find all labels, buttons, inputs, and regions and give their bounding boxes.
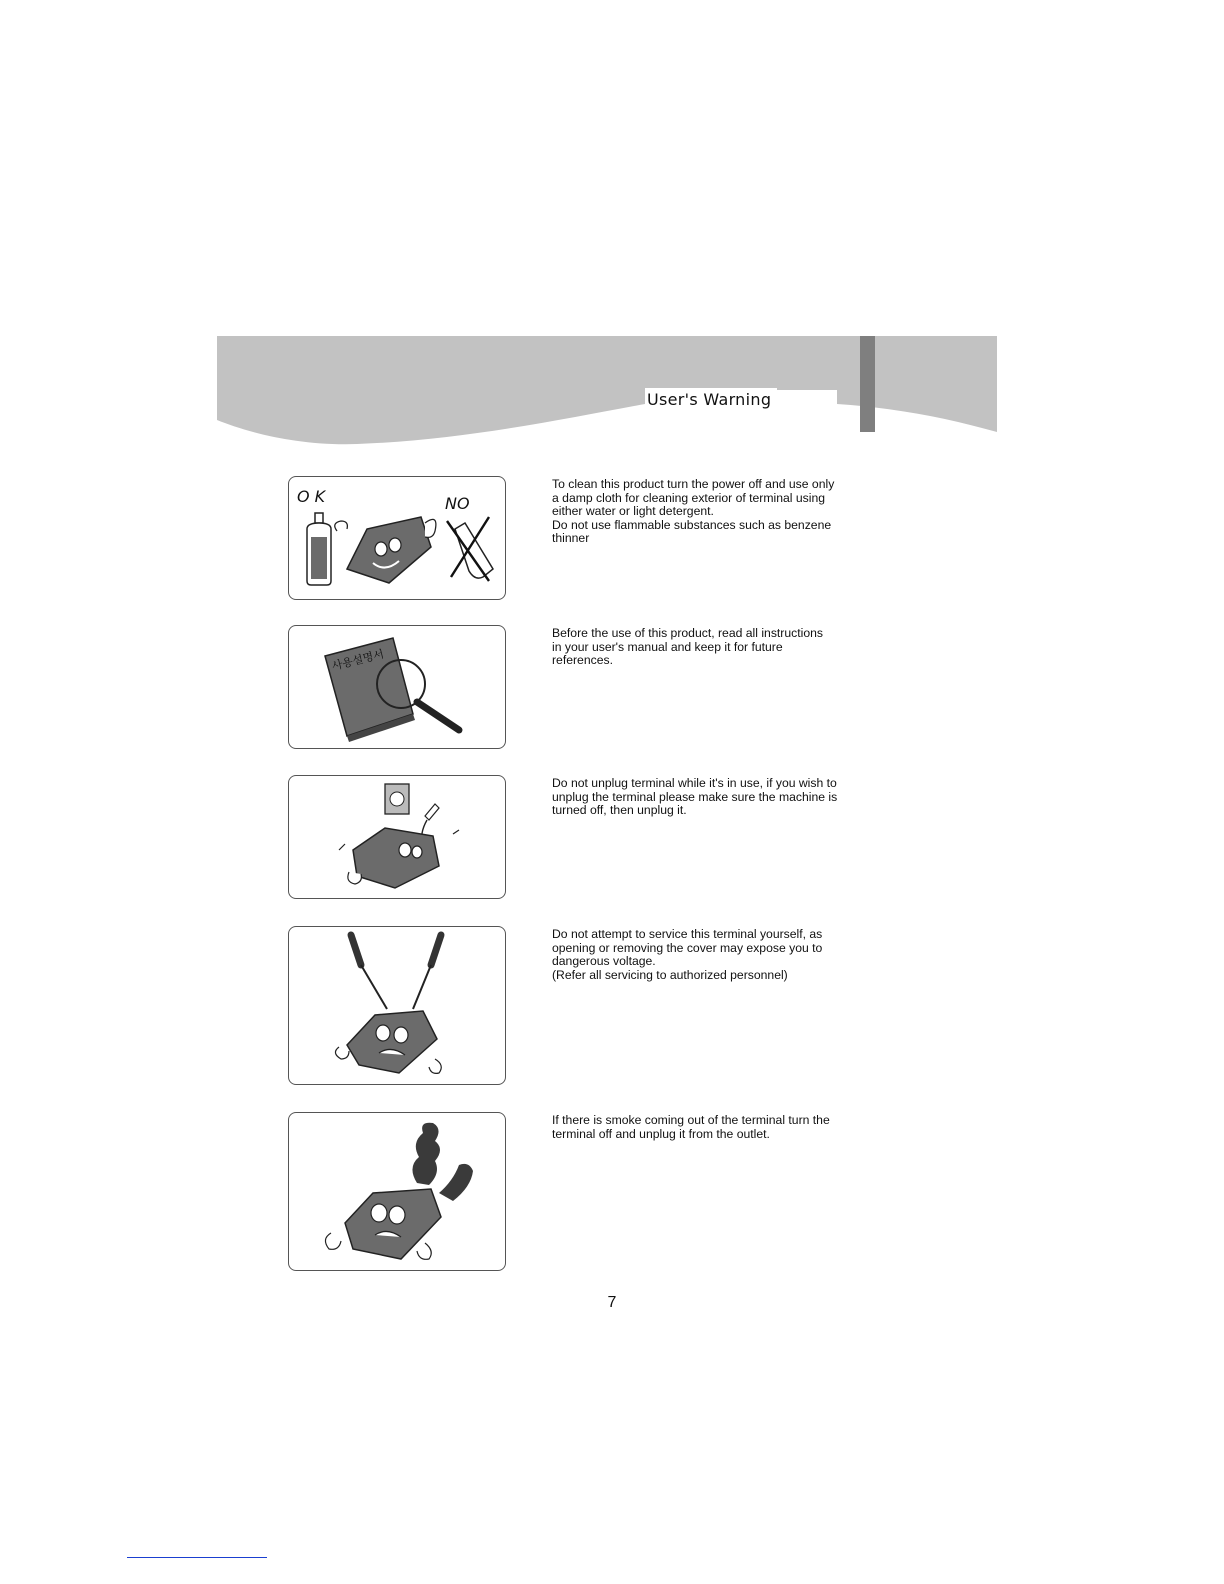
page-title: User's Warning [645,388,777,412]
footer-rule [127,1557,267,1558]
cleaning-illustration [288,476,506,600]
thinner-bottle-icon [447,517,493,581]
warning-text: Do not attempt to service this terminal yourself, as opening or removing the cover may expose you to dangerous voltage. (Refer all servicing to authorized personnel) [552,927,823,982]
book-title-label: 사용설명서 [330,647,386,673]
ok-label: O K [297,487,326,506]
manual-book-icon [325,638,415,742]
smoke-illustration [288,1112,506,1271]
crying-terminal-icon [335,1011,441,1073]
screwdriver-icon [351,935,387,1009]
worried-terminal-icon [339,828,459,888]
section-header [217,336,997,448]
wall-outlet-icon [385,784,409,814]
smoking-terminal-icon [325,1189,441,1259]
header-tab [860,336,875,432]
warning-text: If there is smoke coming out of the terminal turn the terminal off and unplug it from the outlet. [552,1113,830,1141]
screwdriver-icon [413,935,441,1009]
detergent-bottle-icon [307,513,331,585]
header-wave-band [217,336,997,448]
warning-text: Do not unplug terminal while it's in use, if you wish to unplug the terminal please make sure the machine is turned off, then unplug it. [552,776,838,818]
happy-terminal-icon [335,517,436,583]
warning-text: Before the use of this product, read all instructions in your user's manual and keep it for future references. [552,626,823,668]
no-label: NO [445,494,470,513]
manual-illustration [288,625,506,749]
warning-text: To clean this product turn the power off and use only a damp cloth for cleaning exterior of terminal using either water or light detergent. Do not use flammable substances such as benzene thinner [552,477,835,546]
page-number: 7 [607,1294,617,1311]
unplug-illustration [288,775,506,899]
service-illustration [288,926,506,1085]
